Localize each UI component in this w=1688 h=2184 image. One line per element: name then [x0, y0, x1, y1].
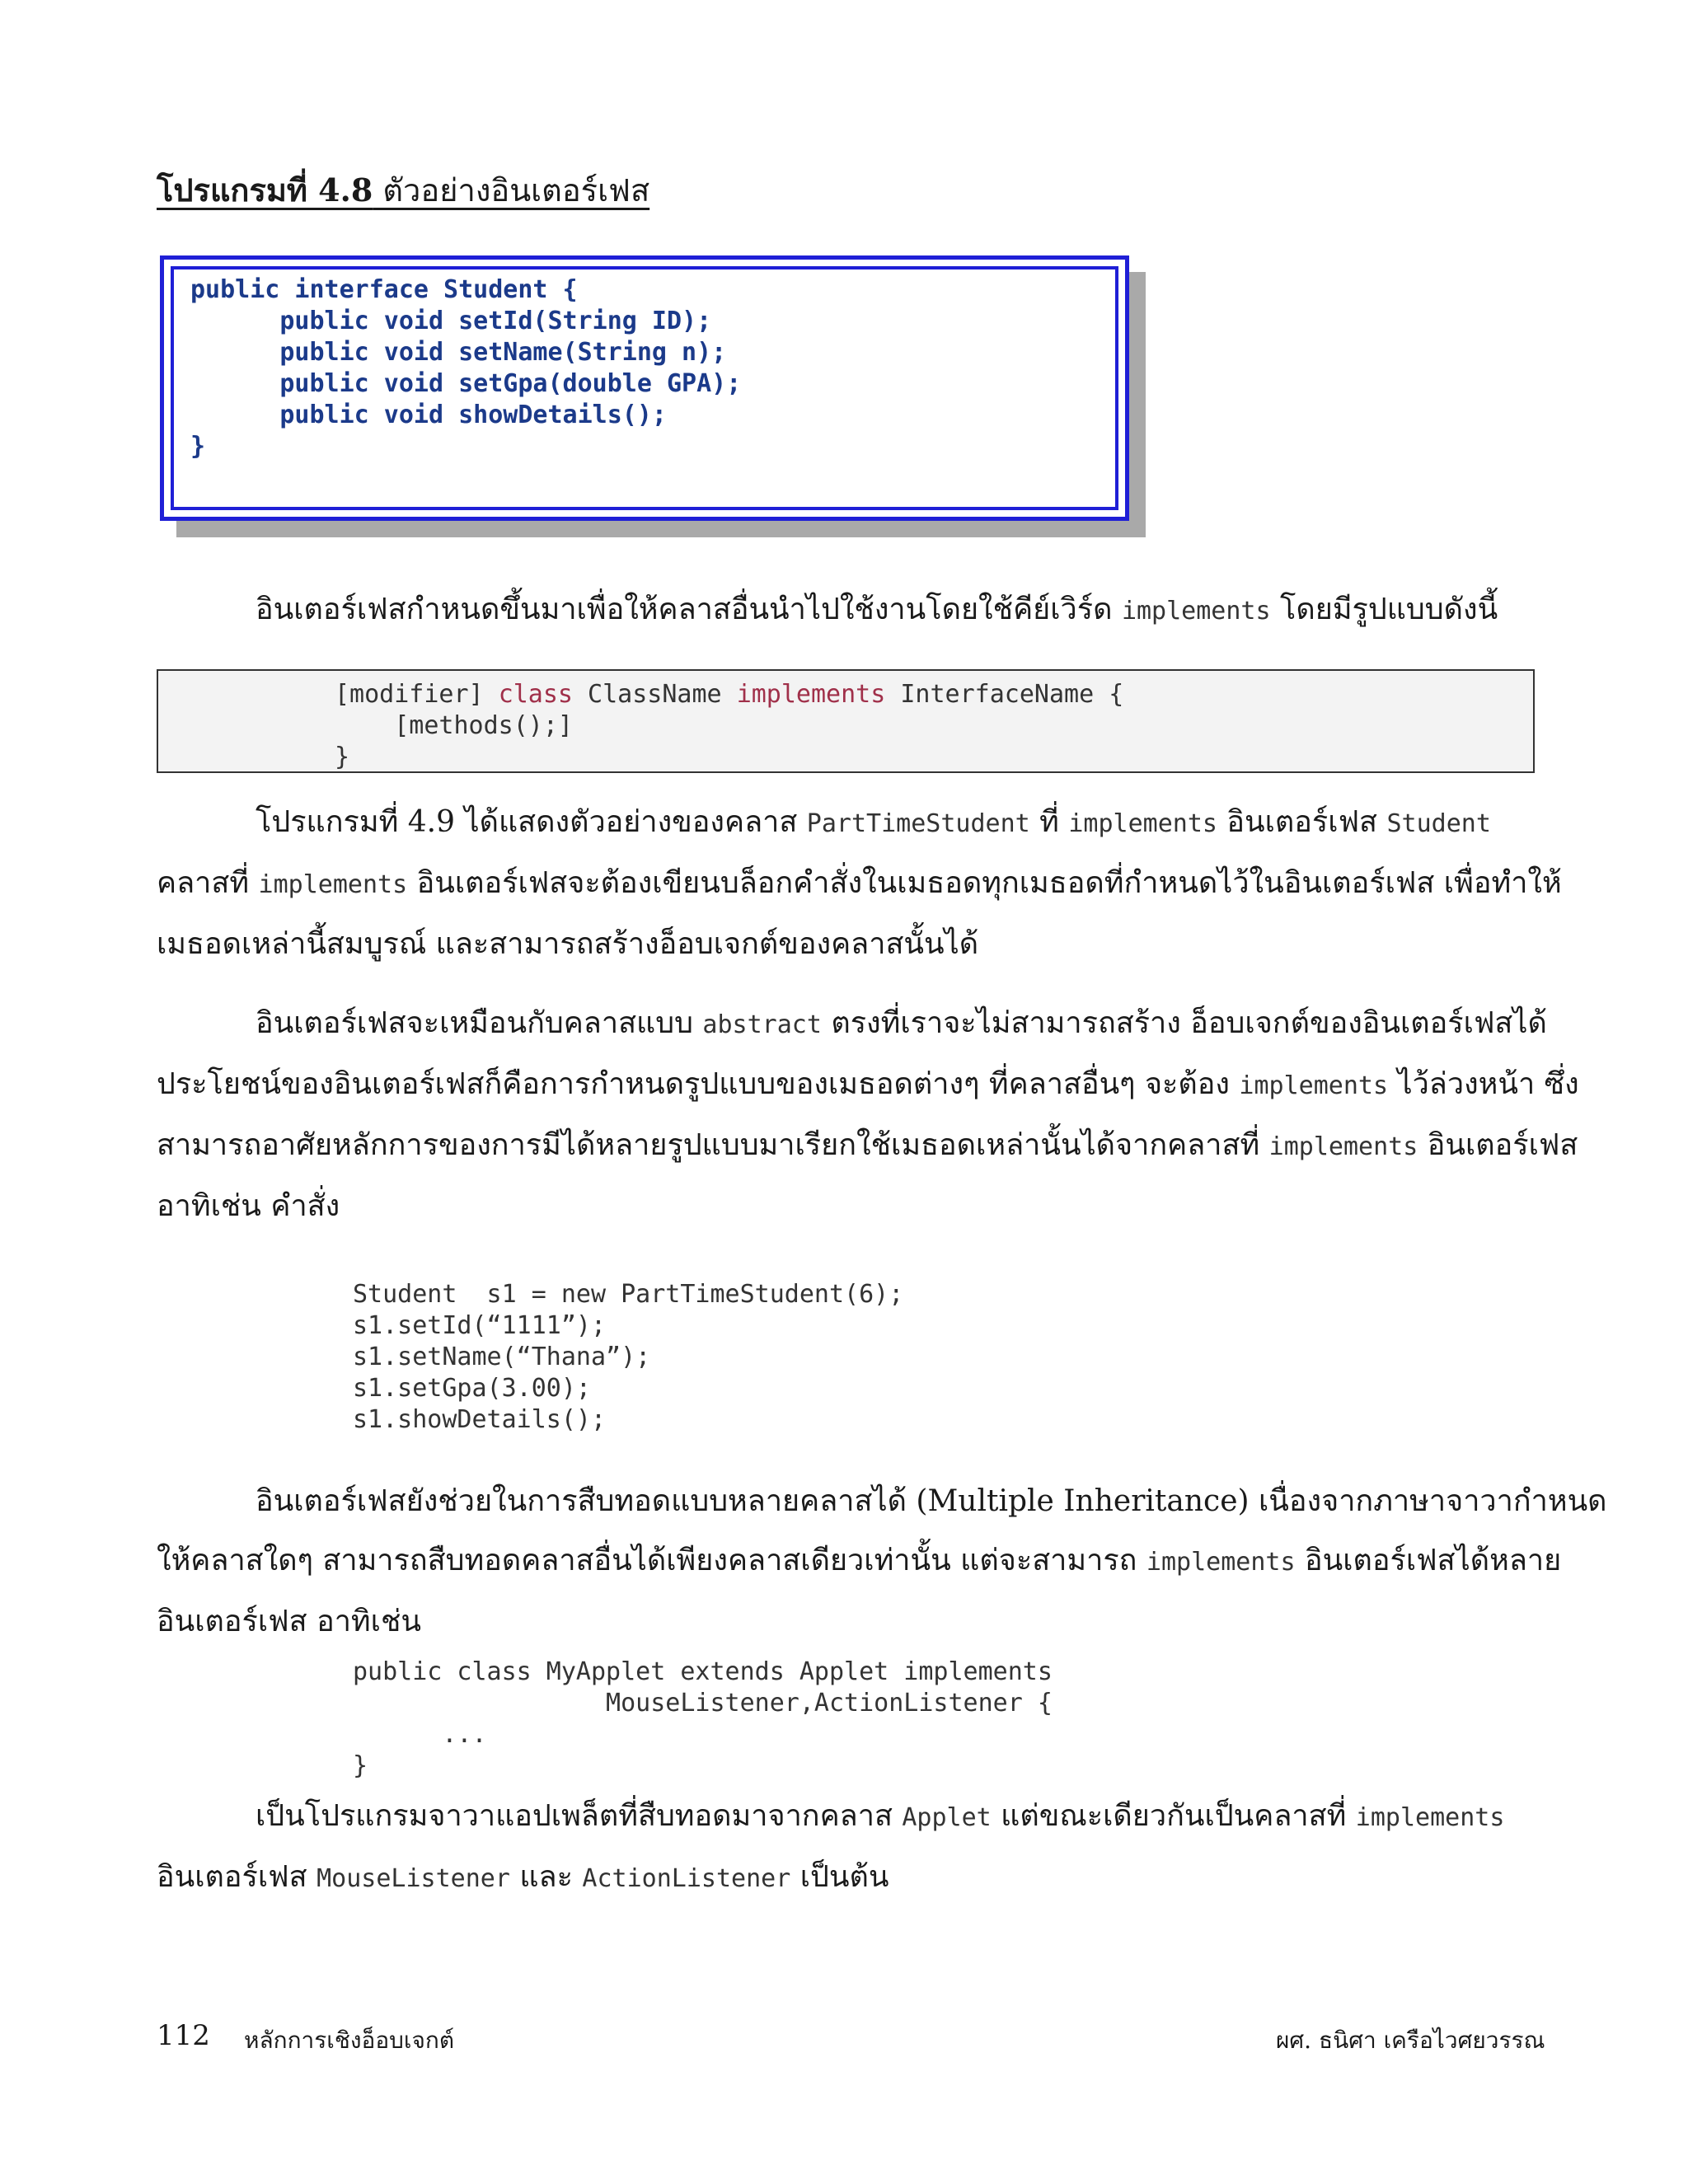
paragraph-applet-explanation: เป็นโปรแกรมจาวาแอปเพล็ตที่สืบทอดมาจากคลาส Applet แต่ขณะเดียวกันเป็นคลาสที่ implements อินเตอร์เฟส MouseListener และ ActionListener เป็นต้น: [157, 1799, 1505, 1894]
program-4-8-code-box: [160, 255, 1129, 521]
footer-author: ผศ. ธนิศา เครือไวศยวรรณ: [1276, 2027, 1545, 2054]
footer-book-title: หลักการเชิงอ็อบเจกต์: [244, 2027, 455, 2054]
myapplet-code: public class MyApplet extends Applet implements MouseListener,ActionListener { ... }: [353, 1657, 1053, 1780]
program-title: ตัวอย่างอินเตอร์เฟส: [373, 172, 650, 209]
syntax-code: [modifier] class ClassName implements InterfaceName { [methods();] }: [335, 680, 1124, 771]
implements-syntax-box: [157, 669, 1535, 773]
program-heading: [157, 165, 649, 215]
student-usage-code: Student s1 = new PartTimeStudent(6); s1.setId(“1111”); s1.setName(“Thana”); s1.setGpa(3.00); s1.showDetails();: [353, 1280, 904, 1434]
inline-code: implements: [1121, 597, 1271, 626]
interface-student-code: public interface Student { public void setId(String ID); public void setName(String n); public void setGpa(double GPA); public void showDetails(); }: [190, 275, 742, 461]
paragraph-implements-intro: อินเตอร์เฟสกำหนดขึ้นมาเพื่อให้คลาสอื่นนำไปใช้งานโดยใช้คีย์เวิร์ด implements โดยมีรูปแบบดังนี้: [256, 593, 1498, 626]
page-number: 112: [157, 2019, 210, 2052]
paragraph-program-4-9: โปรแกรมที่ 4.9 ได้แสดงตัวอย่างของคลาส PartTimeStudent ที่ implements อินเตอร์เฟส Student คลาสที่ implements อินเตอร์เฟสจะต้องเขียนบล็อกคำสั่งในเมธอดทุกเมธอดที่กำหนดไว้ในอินเตอร์เฟส เพื่อทำให้ เมธอดเหล่านี้สมบูรณ์ และสามารถสร้างอ็อบเจกต์ของคลาสนั้นได้: [157, 805, 1562, 961]
program-number: โปรแกรมที่ 4.8: [157, 171, 373, 209]
paragraph-abstract-comparison: อินเตอร์เฟสจะเหมือนกับคลาสแบบ abstract ตรงที่เราจะไม่สามารถสร้าง อ็อบเจกต์ของอินเตอร์เฟสได้ ประโยชน์ของอินเตอร์เฟสก็คือการกำหนดรูปแบบของเมธอดต่างๆ ที่คลาสอื่นๆ จะต้อง implements ไว้ล่วงหน้า ซึ่ง สามารถอาศัยหลักการของการมีได้หลายรูปแบบมาเรียกใช้เมธอดเหล่านั้นได้จากคลาสที่ implements อินเตอร์เฟส อาทิเช่น คำสั่ง: [157, 1006, 1579, 1223]
paragraph-multiple-inheritance: อินเตอร์เฟสยังช่วยในการสืบทอดแบบหลายคลาสได้ (Multiple Inheritance) เนื่องจากภาษาจาวากำหนด ให้คลาสใดๆ สามารถสืบทอดคลาสอื่นได้เพียงคลาสเดียวเท่านั้น แต่จะสามารถ implements อินเตอร์เฟสได้หลาย อินเตอร์เฟส อาทิเช่น: [157, 1484, 1607, 1638]
